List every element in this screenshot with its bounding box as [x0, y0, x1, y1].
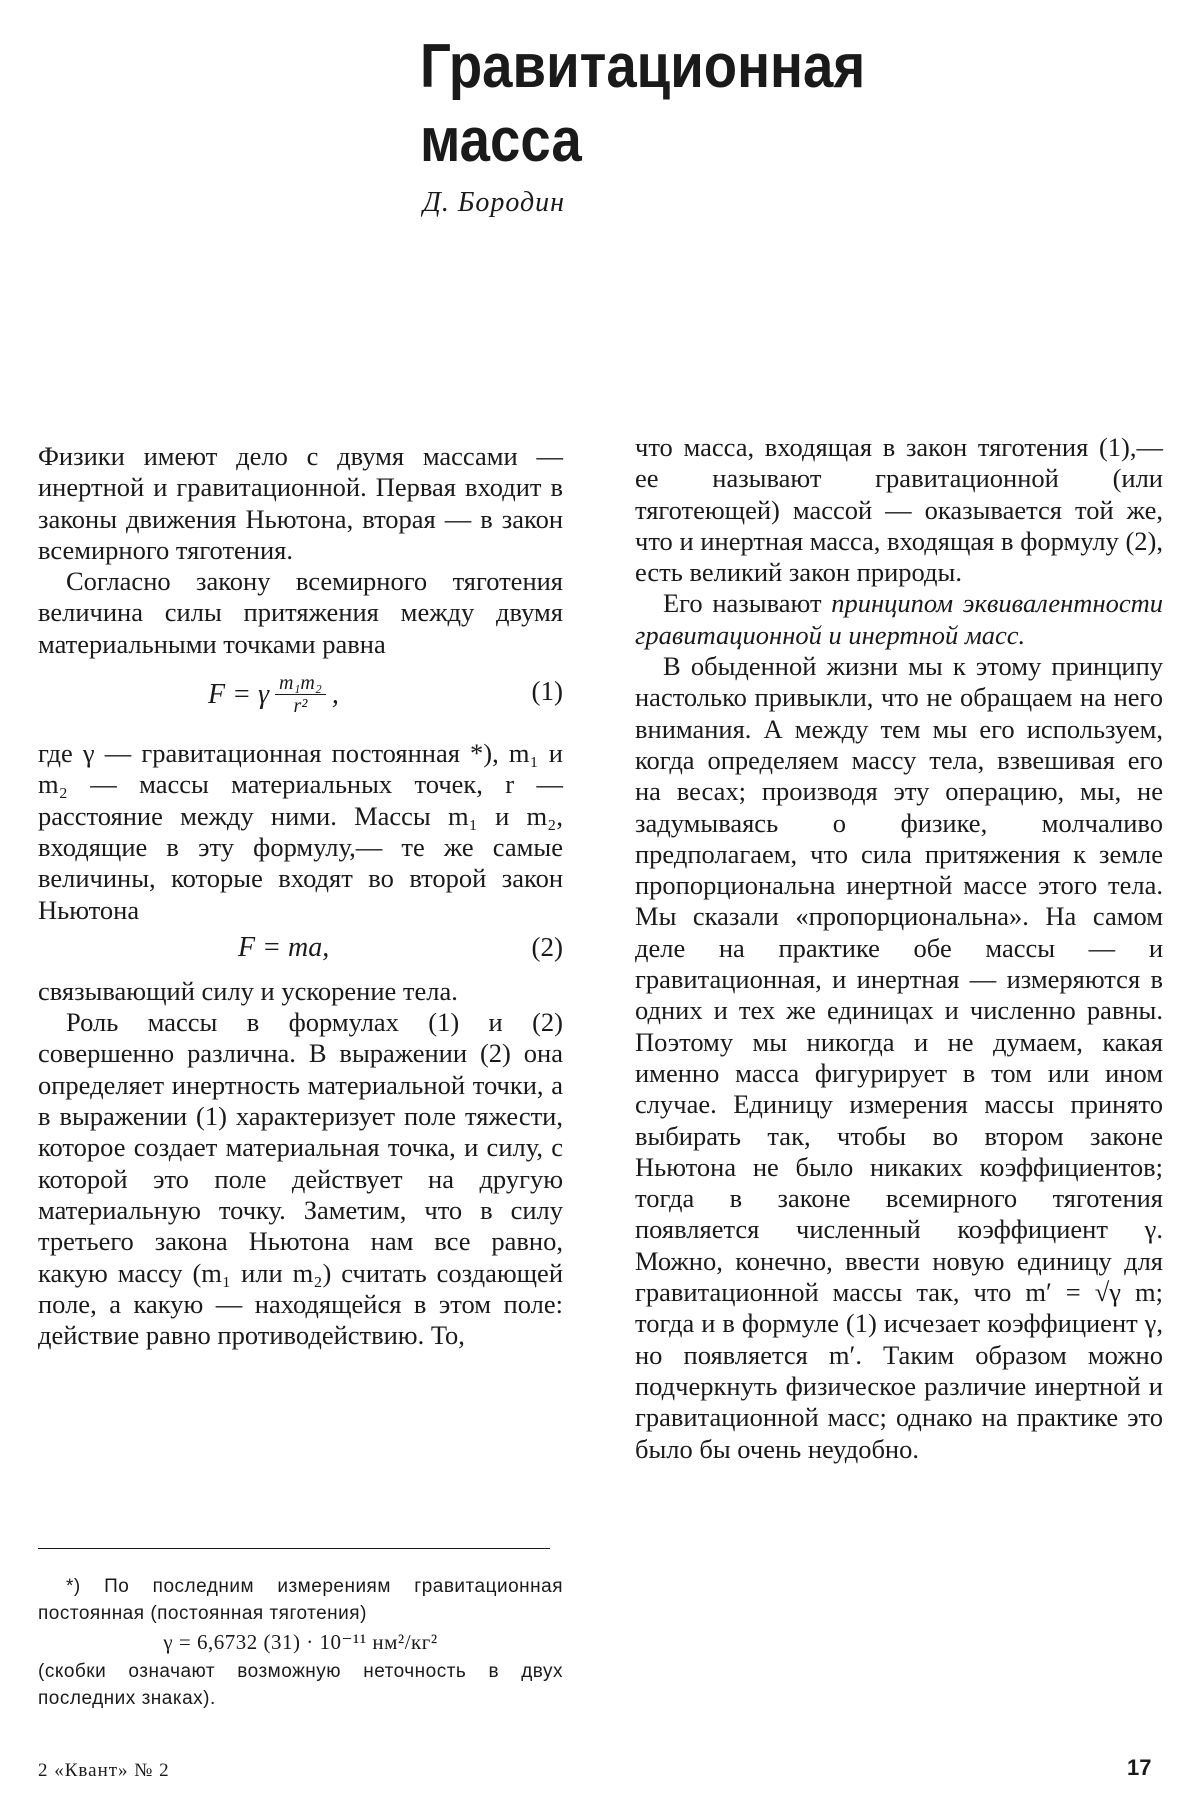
formula-gravitation-tail: ,: [331, 678, 339, 710]
left-column: [38, 441, 563, 1351]
title-line-2: масса: [420, 106, 582, 175]
right-column: [635, 432, 1163, 1465]
principle-name: принципом эквивалентности гравитационной и инертной масс.: [635, 588, 1163, 650]
footnote: [38, 1573, 563, 1712]
formula-newton-body: F = ma,: [238, 931, 330, 963]
paragraph-everyday: В обыденной жизни мы к этому принципу настолько привыкли, что не обращаем на него внимания. А между тем мы его используем, когда определяем массу тела, взвешивая его на весах; производя эту операцию, мы, не задумываясь о физике, молчаливо предполагаем, что сила притяжения к земле пропорциональна инертной массе этого тела. Мы сказали «пропорциональна». На самом деле на практике обе массы — и гравитационная, и инертная — измеряются в одних и тех же единицах и численно равны. Поэтому мы никогда и не думаем, какая именно масса фигурирует в том или ином случае. Единицу измерения массы принято выбирать так, чтобы во втором законе Ньютона не было никаких коэффициентов; тогда в законе всемирного тяготения появляется численный коэффициент γ. Можно, конечно, ввести новую единицу для гравитационной массы так, что m′ = √γ m; тогда и в формуле (1) исчезает коэффициент γ, но появляется m′. Таким образом можно подчеркнуть физическое различие инертной и гравитационной масс; однако на практике это было бы очень неудобно.: [635, 651, 1163, 1464]
paragraph-force: связывающий силу и ускорение тела.: [38, 975, 458, 1006]
paragraph-continuation: что масса, входящая в закон тяготения (1),— ее называют гравитационной (или тяготеющей) массой — оказывается той же, что и инертная масса, входящая в формулу (2), есть великий закон природы.: [635, 432, 1163, 588]
formula-gravitation-lhs: F = γ: [208, 678, 270, 710]
formula-1-label: (1): [531, 676, 563, 707]
formula-newton: [38, 928, 563, 972]
formula-fraction: [275, 672, 326, 717]
formula-denominator: r²: [293, 695, 308, 718]
principle-lead: Его называют: [663, 588, 832, 619]
running-footer: 2 «Квант» № 2: [38, 1760, 170, 1781]
formula-gravitation: [38, 664, 563, 730]
title-line-1: Гравитационная: [420, 32, 866, 101]
footnote-divider: [38, 1548, 550, 1549]
footnote-formula: γ = 6,6732 (31) · 10⁻¹¹ нм²/кг²: [163, 1630, 438, 1654]
formula-numerator: m₁m₂: [275, 672, 326, 695]
paragraph-principle: [635, 588, 1163, 651]
formula-gravitation-body: [208, 672, 339, 717]
paragraph-definitions: где γ — гравитационная постоянная *), m₁ и m₂ — массы материальных точек, r — расстояние между ними. Массы m₁ и m₂, входящие в эту формулу,— те же самые величины, которые входят во второй закон Ньютона: [38, 738, 563, 925]
paragraph-law: Согласно закону всемирного тяготения величина силы притяжения между двумя материальными точками равна: [38, 566, 563, 659]
author-name: Д. Бородин: [423, 187, 566, 218]
page-number: 17: [1127, 1755, 1152, 1780]
footnote-note: (скобки означают возможную неточность в двух последних знаках).: [38, 1661, 563, 1709]
paragraph-role: Роль массы в формулах (1) и (2) совершенно различна. В выражении (2) она определяет инертность материальной точки, а в выражении (1) характеризует поле тяжести, которое создает материальная точка, и силу, с которой это поле действует на другую материальную точку. Заметим, что в силу третьего закона Ньютона нам все равно, какую массу (m₁ или m₂) считать создающей поле, а какую — находящейся в этом поле: действие равно противодействию. То,: [38, 1007, 563, 1351]
paragraph-intro: Физики имеют дело с двумя массами — инертной и гравитационной. Первая входит в законы движения Ньютона, вторая — в закон всемирного тяготения.: [38, 441, 563, 565]
footnote-text: *) По последним измерениям гравитационная постоянная (постоянная тяготения): [38, 1576, 563, 1624]
formula-2-label: (2): [531, 931, 563, 962]
article-title: [420, 30, 1036, 178]
